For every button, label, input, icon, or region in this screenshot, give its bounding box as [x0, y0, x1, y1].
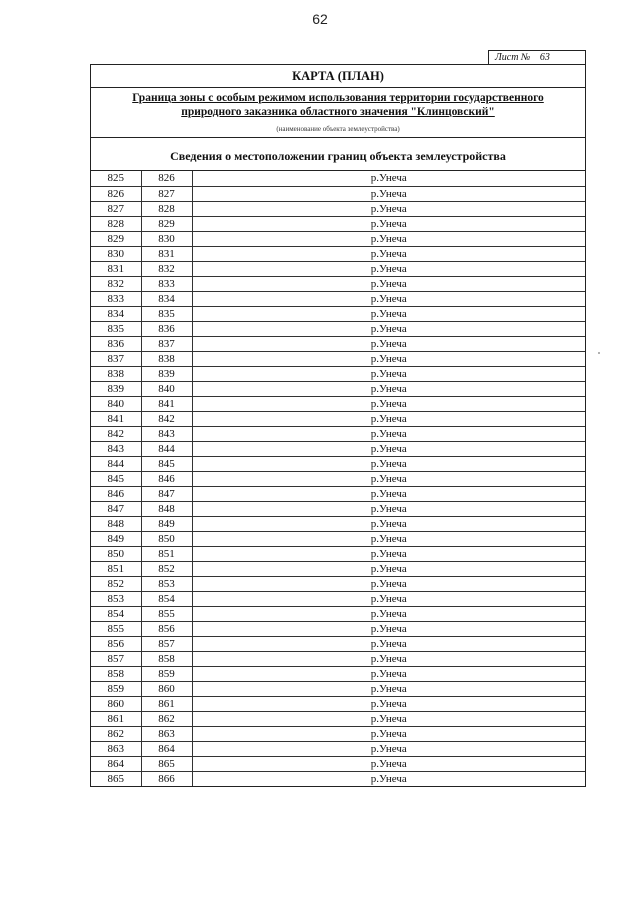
boundary-description-cell: р.Унеча [192, 411, 585, 426]
sheet-label: Лист № [495, 52, 531, 63]
boundary-description-cell: р.Унеча [192, 456, 585, 471]
point-from-cell: 858 [91, 666, 141, 681]
boundary-description-cell: р.Унеча [192, 726, 585, 741]
point-to-cell: 860 [141, 681, 192, 696]
point-from-cell: 863 [91, 741, 141, 756]
point-to-cell: 866 [141, 771, 192, 786]
boundary-description-cell: р.Унеча [192, 561, 585, 576]
point-from-cell: 832 [91, 276, 141, 291]
point-to-cell: 835 [141, 306, 192, 321]
boundary-table-body [91, 171, 585, 786]
point-from-cell: 847 [91, 501, 141, 516]
point-to-cell: 845 [141, 456, 192, 471]
boundary-description-cell: р.Унеча [192, 231, 585, 246]
point-to-cell: 864 [141, 741, 192, 756]
table-row [91, 186, 585, 201]
boundary-description-cell: р.Унеча [192, 666, 585, 681]
point-to-cell: 852 [141, 561, 192, 576]
point-from-cell: 839 [91, 381, 141, 396]
point-to-cell: 863 [141, 726, 192, 741]
form-title: КАРТА (ПЛАН) [91, 65, 585, 88]
table-row [91, 426, 585, 441]
point-from-cell: 856 [91, 636, 141, 651]
table-row [91, 471, 585, 486]
boundary-description-cell: р.Унеча [192, 576, 585, 591]
point-to-cell: 827 [141, 186, 192, 201]
boundary-description-cell: р.Унеча [192, 606, 585, 621]
boundary-description-cell: р.Унеча [192, 426, 585, 441]
point-to-cell: 865 [141, 756, 192, 771]
point-from-cell: 854 [91, 606, 141, 621]
table-row [91, 756, 585, 771]
boundary-description-cell: р.Унеча [192, 441, 585, 456]
point-from-cell: 834 [91, 306, 141, 321]
section-title: Сведения о местоположении границ объекта землеустройства [91, 138, 585, 171]
boundary-description-cell: р.Унеча [192, 201, 585, 216]
object-block [91, 88, 585, 138]
table-row [91, 501, 585, 516]
table-row [91, 456, 585, 471]
boundary-description-cell: р.Унеча [192, 711, 585, 726]
point-to-cell: 828 [141, 201, 192, 216]
boundary-description-cell: р.Унеча [192, 636, 585, 651]
point-from-cell: 853 [91, 591, 141, 606]
table-row [91, 276, 585, 291]
table-row [91, 531, 585, 546]
boundary-description-cell: р.Унеча [192, 621, 585, 636]
point-from-cell: 827 [91, 201, 141, 216]
table-row [91, 741, 585, 756]
point-to-cell: 842 [141, 411, 192, 426]
table-row [91, 621, 585, 636]
point-to-cell: 841 [141, 396, 192, 411]
table-row [91, 696, 585, 711]
point-to-cell: 853 [141, 576, 192, 591]
table-row [91, 591, 585, 606]
table-row [91, 291, 585, 306]
point-to-cell: 830 [141, 231, 192, 246]
table-row [91, 261, 585, 276]
point-from-cell: 841 [91, 411, 141, 426]
point-to-cell: 840 [141, 381, 192, 396]
point-to-cell: 850 [141, 531, 192, 546]
point-from-cell: 828 [91, 216, 141, 231]
point-from-cell: 843 [91, 441, 141, 456]
boundary-description-cell: р.Унеча [192, 516, 585, 531]
point-to-cell: 831 [141, 246, 192, 261]
table-row [91, 666, 585, 681]
point-from-cell: 829 [91, 231, 141, 246]
boundary-description-cell: р.Унеча [192, 471, 585, 486]
point-from-cell: 849 [91, 531, 141, 546]
point-to-cell: 833 [141, 276, 192, 291]
point-to-cell: 861 [141, 696, 192, 711]
table-row [91, 516, 585, 531]
point-from-cell: 851 [91, 561, 141, 576]
page-number: 62 [312, 11, 328, 27]
point-to-cell: 859 [141, 666, 192, 681]
table-row [91, 441, 585, 456]
point-to-cell: 829 [141, 216, 192, 231]
table-row [91, 711, 585, 726]
point-to-cell: 843 [141, 426, 192, 441]
table-row [91, 336, 585, 351]
table-row [91, 411, 585, 426]
boundary-description-cell: р.Унеча [192, 546, 585, 561]
point-from-cell: 850 [91, 546, 141, 561]
point-from-cell: 831 [91, 261, 141, 276]
table-row [91, 681, 585, 696]
boundary-description-cell: р.Унеча [192, 336, 585, 351]
boundary-description-cell: р.Унеча [192, 186, 585, 201]
point-from-cell: 825 [91, 171, 141, 186]
point-from-cell: 848 [91, 516, 141, 531]
point-from-cell: 840 [91, 396, 141, 411]
table-row [91, 306, 585, 321]
point-from-cell: 865 [91, 771, 141, 786]
point-to-cell: 862 [141, 711, 192, 726]
boundary-table [91, 171, 585, 786]
boundary-description-cell: р.Унеча [192, 531, 585, 546]
table-row [91, 771, 585, 786]
boundary-description-cell: р.Унеча [192, 651, 585, 666]
boundary-description-cell: р.Унеча [192, 351, 585, 366]
table-row [91, 561, 585, 576]
table-row [91, 246, 585, 261]
survey-form [90, 64, 586, 787]
point-to-cell: 847 [141, 486, 192, 501]
point-to-cell: 848 [141, 501, 192, 516]
boundary-description-cell: р.Унеча [192, 366, 585, 381]
boundary-description-cell: р.Унеча [192, 681, 585, 696]
point-to-cell: 849 [141, 516, 192, 531]
boundary-description-cell: р.Унеча [192, 216, 585, 231]
point-from-cell: 838 [91, 366, 141, 381]
scan-speck [598, 352, 600, 354]
point-from-cell: 859 [91, 681, 141, 696]
boundary-description-cell: р.Унеча [192, 741, 585, 756]
point-to-cell: 832 [141, 261, 192, 276]
point-to-cell: 854 [141, 591, 192, 606]
boundary-description-cell: р.Унеча [192, 321, 585, 336]
point-to-cell: 826 [141, 171, 192, 186]
table-row [91, 486, 585, 501]
boundary-description-cell: р.Унеча [192, 501, 585, 516]
point-to-cell: 837 [141, 336, 192, 351]
boundary-description-cell: р.Унеча [192, 306, 585, 321]
boundary-description-cell: р.Унеча [192, 381, 585, 396]
point-to-cell: 851 [141, 546, 192, 561]
point-from-cell: 857 [91, 651, 141, 666]
object-caption: (наименование объекта землеустройства) [276, 125, 400, 133]
point-from-cell: 845 [91, 471, 141, 486]
table-row [91, 366, 585, 381]
point-from-cell: 830 [91, 246, 141, 261]
point-to-cell: 846 [141, 471, 192, 486]
table-row [91, 726, 585, 741]
table-row [91, 171, 585, 186]
boundary-description-cell: р.Унеча [192, 771, 585, 786]
point-from-cell: 860 [91, 696, 141, 711]
point-to-cell: 839 [141, 366, 192, 381]
table-row [91, 351, 585, 366]
boundary-description-cell: р.Унеча [192, 396, 585, 411]
table-row [91, 216, 585, 231]
boundary-description-cell: р.Унеча [192, 291, 585, 306]
point-from-cell: 846 [91, 486, 141, 501]
boundary-description-cell: р.Унеча [192, 696, 585, 711]
boundary-description-cell: р.Унеча [192, 486, 585, 501]
point-from-cell: 835 [91, 321, 141, 336]
table-row [91, 576, 585, 591]
point-to-cell: 857 [141, 636, 192, 651]
boundary-description-cell: р.Унеча [192, 591, 585, 606]
table-row [91, 231, 585, 246]
point-to-cell: 856 [141, 621, 192, 636]
point-from-cell: 826 [91, 186, 141, 201]
point-to-cell: 836 [141, 321, 192, 336]
point-to-cell: 855 [141, 606, 192, 621]
table-row [91, 636, 585, 651]
object-name: Граница зоны с особым режимом использования территории государственного природного заказника областного значения "Клинцовский" [132, 92, 544, 118]
boundary-description-cell: р.Унеча [192, 276, 585, 291]
point-from-cell: 852 [91, 576, 141, 591]
point-from-cell: 855 [91, 621, 141, 636]
table-row [91, 606, 585, 621]
point-from-cell: 844 [91, 456, 141, 471]
point-from-cell: 836 [91, 336, 141, 351]
point-to-cell: 834 [141, 291, 192, 306]
point-from-cell: 833 [91, 291, 141, 306]
point-to-cell: 858 [141, 651, 192, 666]
boundary-description-cell: р.Унеча [192, 171, 585, 186]
point-from-cell: 862 [91, 726, 141, 741]
point-from-cell: 861 [91, 711, 141, 726]
point-from-cell: 842 [91, 426, 141, 441]
table-row [91, 396, 585, 411]
table-row [91, 546, 585, 561]
point-to-cell: 838 [141, 351, 192, 366]
boundary-description-cell: р.Унеча [192, 261, 585, 276]
table-row [91, 321, 585, 336]
boundary-description-cell: р.Унеча [192, 246, 585, 261]
table-row [91, 201, 585, 216]
sheet-number-box [488, 50, 586, 64]
table-row [91, 381, 585, 396]
table-row [91, 651, 585, 666]
point-from-cell: 864 [91, 756, 141, 771]
sheet-number: 63 [533, 52, 557, 65]
point-from-cell: 837 [91, 351, 141, 366]
point-to-cell: 844 [141, 441, 192, 456]
boundary-description-cell: р.Унеча [192, 756, 585, 771]
